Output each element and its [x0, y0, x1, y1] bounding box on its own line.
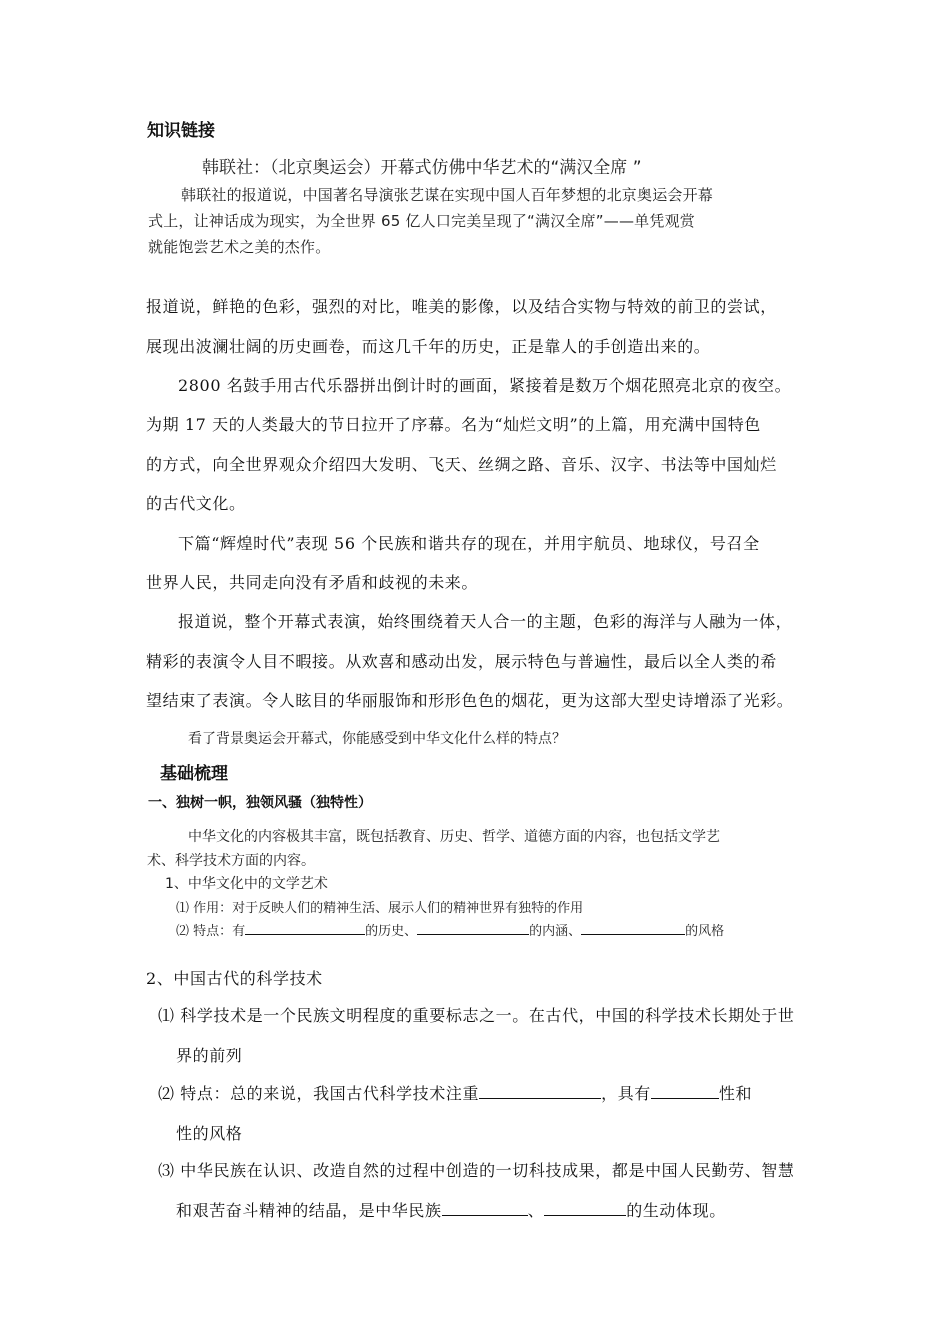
- point3-mid: 、: [527, 1201, 545, 1220]
- point3-prefix: 和艰苦奋斗精神的结晶，是中华民族: [176, 1201, 442, 1220]
- point2-mid: ，具有: [601, 1084, 651, 1103]
- point2-prefix: ⑵ 特点：总的来说，我国古代科学技术注重: [158, 1084, 480, 1103]
- intro-line: 中华文化的内容极其丰富，既包括教育、历史、哲学、道德方面的内容，也包括文学艺: [188, 829, 720, 845]
- fill-blank[interactable]: [581, 920, 685, 935]
- article-line: 下篇“辉煌时代”表现 56 个民族和谐共存的现在，并用宇航员、地球仪，号召全: [178, 534, 760, 553]
- item-title-literature-art: 1、中华文化中的文学艺术: [165, 876, 328, 892]
- science-tech-point-1: ⑴ 科学技术是一个民族文明程度的重要标志之一。在古代，中国的科学技术长期处于世: [158, 1006, 795, 1025]
- reflection-question: 看了背景奥运会开幕式，你能感受到中华文化什么样的特点？: [188, 731, 566, 747]
- article-line: 为期 17 天的人类最大的节日拉开了序幕。名为“灿烂文明”的上篇，用充满中国特色: [146, 415, 761, 434]
- point3-suffix: 的生动体现。: [626, 1201, 726, 1220]
- article-line: 报道说，鲜艳的色彩，强烈的对比，唯美的影像，以及结合实物与特效的前卫的尝试，: [146, 297, 777, 316]
- fill-blank[interactable]: [479, 1084, 601, 1099]
- features-mid2: 的内涵、: [529, 924, 582, 939]
- features-suffix: 的风格: [685, 924, 725, 939]
- science-tech-point-2: [158, 1081, 752, 1104]
- fill-blank[interactable]: [544, 1201, 626, 1216]
- fill-blank[interactable]: [417, 920, 529, 935]
- features-mid1: 的历史、: [365, 924, 418, 939]
- news-line-1: 韩联社的报道说，中国著名导演张艺谋在实现中国人百年梦想的北京奥运会开幕: [181, 186, 714, 204]
- science-tech-point-1-cont: 界的前列: [176, 1046, 243, 1065]
- item-title-science-tech: 2、中国古代的科学技术: [146, 969, 323, 988]
- literature-art-function: ⑴ 作用：对于反映人们的精神生活、展示人们的精神世界有独特的作用: [176, 901, 584, 916]
- fill-blank[interactable]: [442, 1201, 528, 1216]
- article-line: 2800 名鼓手用古代乐器拼出倒计时的画面，紧接着是数万个烟花照亮北京的夜空。: [178, 376, 792, 395]
- news-line-3: 就能饱尝艺术之美的杰作。: [148, 238, 331, 256]
- article-line: 的方式，向全世界观众介绍四大发明、飞天、丝绸之路、音乐、汉字、书法等中国灿烂: [146, 455, 777, 474]
- section-heading-basics: 基础梳理: [160, 764, 228, 784]
- article-line: 世界人民，共同走向没有矛盾和歧视的未来。: [146, 573, 479, 592]
- article-line: 望结束了表演。令人眩目的华丽服饰和形形色色的烟花，更为这部大型史诗增添了光彩。: [146, 691, 794, 710]
- science-tech-point-3-cont: [176, 1198, 726, 1221]
- news-line-2: 式上，让神话成为现实，为全世界 65 亿人口完美呈现了“满汉全席”——单凭观赏: [148, 212, 695, 230]
- fill-blank[interactable]: [651, 1084, 719, 1099]
- literature-art-features: [176, 920, 724, 939]
- section-heading-knowledge-link: 知识链接: [147, 121, 215, 141]
- point2-suffix: 性和: [718, 1084, 753, 1103]
- news-title: 韩联社：（北京奥运会）开幕式仿佛中华艺术的“满汉全席 ”: [202, 158, 642, 178]
- article-line: 报道说，整个开幕式表演，始终围绕着天人合一的主题，色彩的海洋与人融为一体，: [178, 612, 793, 631]
- subsection-heading-uniqueness: 一、独树一帜，独领风骚（独特性）: [148, 795, 372, 811]
- features-prefix: ⑵ 特点：有: [176, 924, 246, 939]
- article-line: 的古代文化。: [146, 494, 246, 513]
- science-tech-point-3: ⑶ 中华民族在认识、改造自然的过程中创造的一切科技成果，都是中国人民勤劳、智慧: [158, 1161, 795, 1180]
- intro-line: 术、科学技术方面的内容。: [147, 853, 315, 869]
- article-line: 精彩的表演令人目不暇接。从欢喜和感动出发，展示特色与普遍性，最后以全人类的希: [146, 652, 777, 671]
- science-tech-point-2-cont: 性的风格: [176, 1124, 243, 1143]
- fill-blank[interactable]: [245, 920, 365, 935]
- article-line: 展现出波澜壮阔的历史画卷，而这几千年的历史，正是靠人的手创造出来的。: [146, 337, 711, 356]
